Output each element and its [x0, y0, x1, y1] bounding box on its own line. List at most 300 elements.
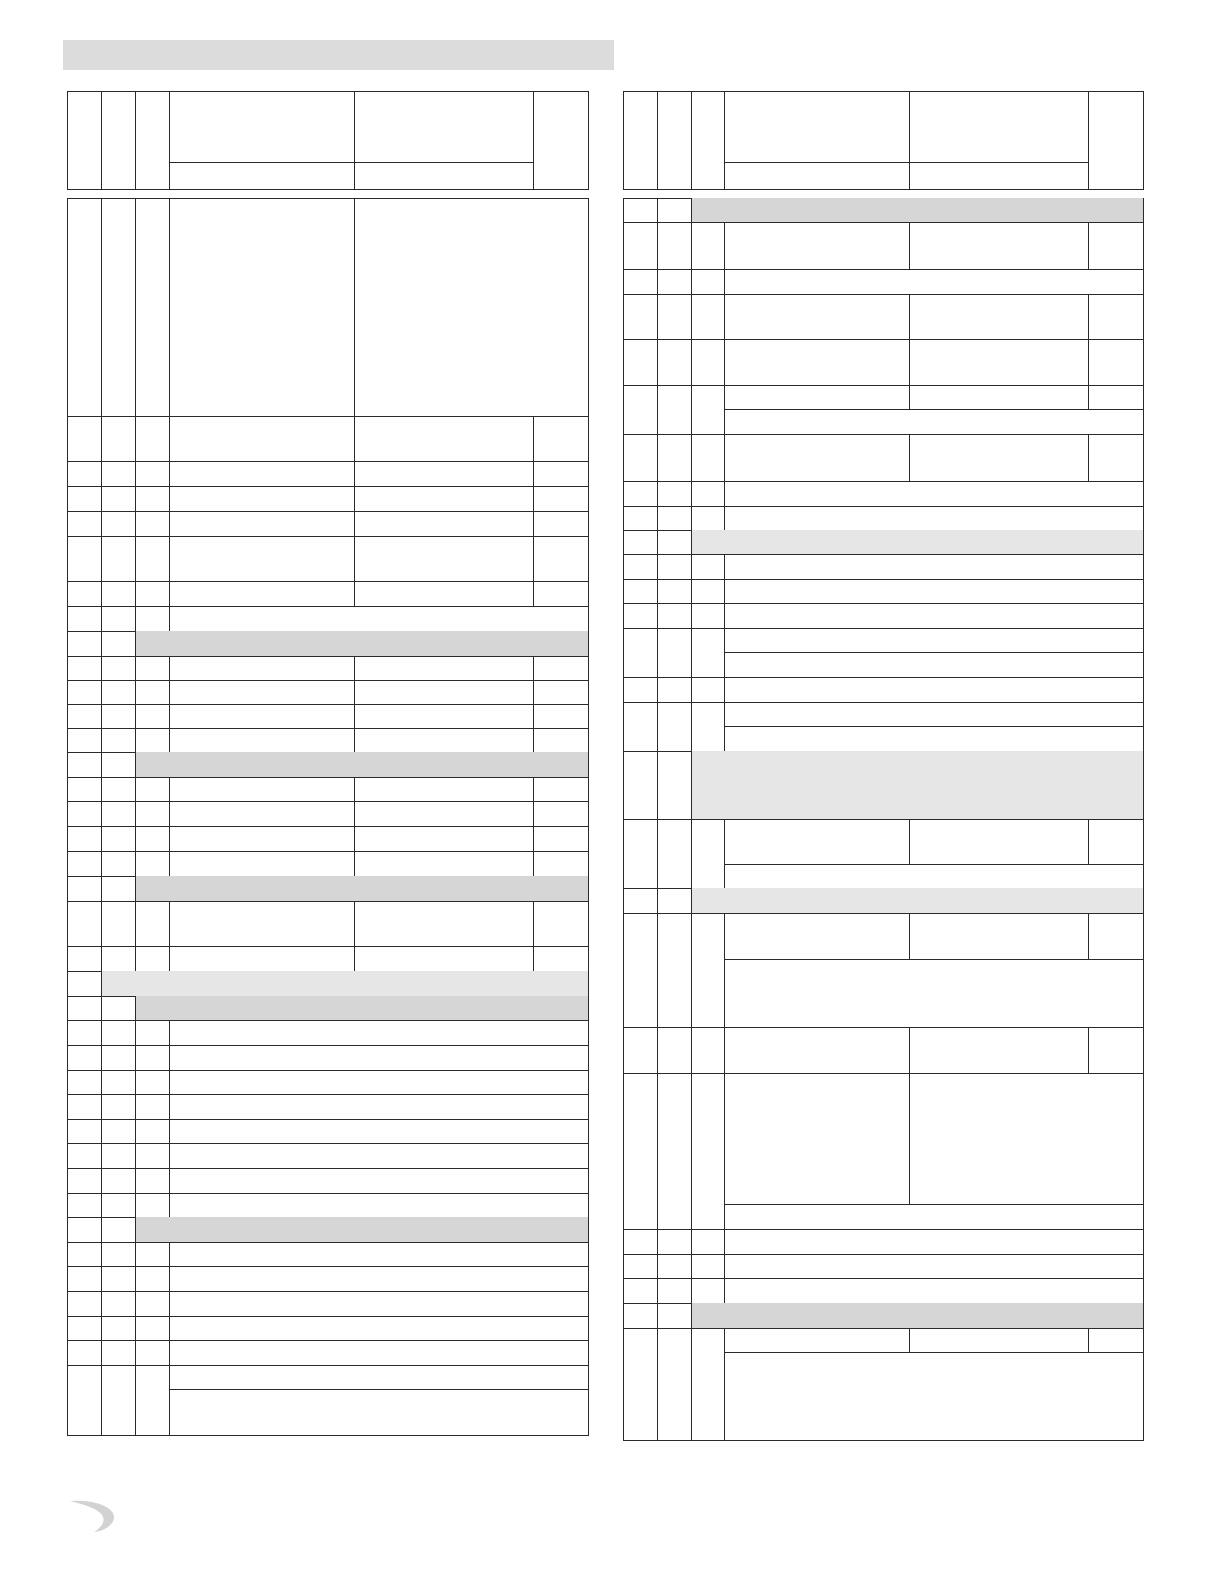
column-line [135, 728, 136, 753]
column-line [135, 1020, 136, 1046]
column-line [691, 530, 692, 555]
sub-row-rule [724, 652, 1144, 653]
column-line [588, 801, 589, 827]
column-line [169, 704, 170, 729]
column-line [135, 1316, 136, 1341]
row-rule [67, 656, 589, 657]
column-line [909, 339, 910, 386]
header-column-line [657, 91, 658, 190]
column-line [67, 901, 68, 947]
column-line [169, 680, 170, 705]
column-line [623, 1278, 624, 1304]
column-line [588, 1094, 589, 1120]
column-line [657, 1254, 658, 1279]
header-column-line [1088, 91, 1089, 190]
column-line [135, 1217, 136, 1243]
column-line [101, 606, 102, 632]
column-line [623, 222, 624, 270]
row-rule [67, 826, 589, 827]
column-line [657, 294, 658, 340]
column-line [724, 294, 725, 340]
header-column-line [909, 91, 910, 190]
column-line [354, 511, 355, 537]
column-line [101, 1143, 102, 1169]
column-line [67, 656, 68, 681]
column-line [588, 777, 589, 802]
row-rule [67, 1070, 589, 1071]
column-line [533, 826, 534, 852]
column-line [169, 946, 170, 972]
column-line [67, 1119, 68, 1144]
column-line [67, 851, 68, 877]
column-line [623, 913, 624, 1028]
sub-row-rule [169, 1389, 589, 1390]
column-line [67, 1020, 68, 1046]
column-line [623, 1254, 624, 1279]
column-line [67, 536, 68, 582]
column-line [623, 702, 624, 752]
header-column-line [67, 91, 68, 190]
row-rule [623, 554, 1144, 555]
column-line [533, 680, 534, 705]
column-line [533, 486, 534, 512]
column-line [101, 631, 102, 657]
section-band [691, 1303, 1143, 1328]
column-line [657, 1328, 658, 1441]
column-line [1143, 819, 1144, 889]
column-line [588, 656, 589, 681]
row-rule [67, 728, 589, 729]
row-rule [67, 777, 589, 778]
column-line [169, 826, 170, 852]
column-line [588, 606, 589, 632]
column-line [67, 1143, 68, 1169]
column-line [1088, 434, 1089, 482]
column-line [67, 777, 68, 802]
column-line [657, 481, 658, 507]
row-rule [623, 481, 1144, 482]
row-rule [67, 801, 589, 802]
column-line [67, 511, 68, 537]
column-line [169, 777, 170, 802]
column-line [588, 536, 589, 582]
column-line [533, 416, 534, 462]
column-line [169, 1094, 170, 1120]
column-line [1143, 751, 1144, 820]
column-line [588, 996, 589, 1021]
column-line [691, 819, 692, 889]
column-line [169, 1291, 170, 1317]
column-line [101, 416, 102, 462]
column-line [135, 1168, 136, 1194]
column-line [67, 1266, 68, 1292]
row-rule [623, 294, 1144, 295]
row-rule [623, 506, 1144, 507]
column-line [909, 1027, 910, 1074]
column-line [691, 506, 692, 531]
column-line [101, 752, 102, 778]
row-rule [67, 1266, 589, 1267]
section-band [135, 996, 588, 1020]
column-line [135, 656, 136, 681]
section-band [135, 876, 588, 901]
column-line [67, 1217, 68, 1243]
column-line [909, 1073, 910, 1205]
column-line [169, 851, 170, 877]
column-line [67, 416, 68, 462]
column-line [101, 1045, 102, 1071]
column-line [1143, 1303, 1144, 1329]
column-line [169, 656, 170, 681]
column-line [1088, 1027, 1089, 1074]
column-line [623, 819, 624, 889]
column-line [1088, 339, 1089, 386]
column-line [533, 581, 534, 607]
column-line [67, 680, 68, 705]
column-line [67, 704, 68, 729]
column-line [623, 269, 624, 295]
column-line [588, 851, 589, 877]
column-line [588, 1070, 589, 1095]
row-rule [67, 851, 589, 852]
column-line [533, 656, 534, 681]
column-line [169, 1119, 170, 1144]
column-line [909, 222, 910, 270]
header-column-line [135, 91, 136, 190]
column-line [1143, 481, 1144, 507]
column-line [354, 680, 355, 705]
column-line [588, 461, 589, 487]
column-line [588, 416, 589, 462]
column-line [724, 1328, 725, 1441]
column-line [1143, 294, 1144, 340]
column-line [724, 913, 725, 1028]
row-rule [67, 461, 589, 462]
column-line [135, 1119, 136, 1144]
column-line [691, 1328, 692, 1441]
swoosh-logo-icon [68, 1497, 116, 1533]
column-line [135, 606, 136, 632]
row-rule [623, 628, 1144, 629]
row-rule [623, 1328, 1144, 1329]
column-line [67, 971, 68, 997]
column-line [1143, 1328, 1144, 1441]
column-line [169, 728, 170, 753]
column-line [1088, 819, 1089, 865]
column-line [101, 1119, 102, 1144]
column-line [101, 1020, 102, 1046]
header-column-line [724, 91, 725, 190]
column-line [354, 416, 355, 462]
column-line [67, 1242, 68, 1267]
column-line [691, 339, 692, 386]
column-line [101, 996, 102, 1021]
column-line [724, 434, 725, 482]
column-line [691, 222, 692, 270]
column-line [657, 1229, 658, 1255]
column-line [101, 536, 102, 582]
column-line [588, 1193, 589, 1218]
column-line [588, 1316, 589, 1341]
column-line [169, 1242, 170, 1267]
column-line [657, 677, 658, 703]
column-line [67, 1365, 68, 1436]
column-line [354, 656, 355, 681]
column-line [135, 851, 136, 877]
column-line [101, 511, 102, 537]
column-line [67, 606, 68, 632]
row-rule [67, 606, 589, 607]
column-line [354, 901, 355, 947]
column-line [101, 851, 102, 877]
column-line [533, 946, 534, 972]
column-line [1143, 530, 1144, 555]
row-rule [623, 385, 1144, 386]
column-line [623, 579, 624, 604]
column-line [533, 536, 534, 582]
column-line [657, 751, 658, 820]
column-line [101, 198, 102, 417]
column-line [588, 1365, 589, 1436]
column-line [1143, 1278, 1144, 1304]
column-line [101, 1070, 102, 1095]
column-line [1143, 603, 1144, 629]
header-bottom-rule [67, 189, 589, 190]
column-line [67, 876, 68, 902]
column-line [657, 702, 658, 752]
column-line [135, 1242, 136, 1267]
row-rule [67, 536, 589, 537]
column-line [101, 1094, 102, 1120]
column-line [67, 198, 68, 417]
column-line [354, 704, 355, 729]
column-line [169, 1045, 170, 1071]
column-line [691, 579, 692, 604]
column-line [657, 1073, 658, 1230]
column-line [623, 1229, 624, 1255]
column-line [691, 1229, 692, 1255]
column-line [101, 876, 102, 902]
column-line [1143, 888, 1144, 914]
column-line [101, 1365, 102, 1436]
column-line [101, 1242, 102, 1267]
column-line [1143, 1073, 1144, 1230]
column-line [169, 1020, 170, 1046]
column-line [657, 198, 658, 223]
column-line [135, 461, 136, 487]
column-line [1143, 913, 1144, 1028]
column-line [724, 819, 725, 889]
column-line [724, 481, 725, 507]
column-line [588, 946, 589, 972]
column-line [588, 1291, 589, 1317]
column-line [135, 1193, 136, 1218]
column-line [101, 1217, 102, 1243]
column-line [533, 461, 534, 487]
column-line [588, 704, 589, 729]
column-line [691, 1278, 692, 1304]
column-line [657, 579, 658, 604]
column-line [657, 628, 658, 678]
column-line [135, 946, 136, 972]
column-line [657, 819, 658, 889]
column-line [623, 434, 624, 482]
column-line [67, 728, 68, 753]
column-line [1143, 579, 1144, 604]
column-line [135, 1094, 136, 1120]
section-band [135, 752, 588, 777]
row-rule [67, 486, 589, 487]
column-line [691, 1027, 692, 1074]
section-title-bar [63, 40, 614, 70]
column-line [623, 677, 624, 703]
row-rule [623, 1027, 1144, 1028]
section-band [691, 198, 1143, 222]
column-line [724, 554, 725, 580]
row-rule [67, 1094, 589, 1095]
column-line [623, 385, 624, 435]
column-line [909, 294, 910, 340]
column-line [169, 536, 170, 582]
column-line [657, 269, 658, 295]
column-line [533, 851, 534, 877]
column-line [354, 536, 355, 582]
column-line [623, 603, 624, 629]
column-line [169, 1316, 170, 1341]
column-line [135, 1340, 136, 1366]
column-line [67, 1168, 68, 1194]
row-rule [67, 1168, 589, 1169]
column-line [67, 461, 68, 487]
sub-row-rule [724, 1352, 1144, 1353]
header-column-line [354, 91, 355, 190]
column-line [623, 198, 624, 223]
column-line [135, 631, 136, 657]
column-line [1088, 294, 1089, 340]
row-rule [67, 1365, 589, 1366]
column-line [67, 1070, 68, 1095]
column-line [1088, 913, 1089, 960]
column-line [909, 1328, 910, 1353]
column-line [101, 826, 102, 852]
column-line [1088, 1328, 1089, 1353]
column-line [101, 1168, 102, 1194]
column-line [1143, 339, 1144, 386]
column-line [67, 1316, 68, 1341]
header-column-line [588, 91, 589, 190]
row-rule [67, 704, 589, 705]
column-line [691, 603, 692, 629]
row-rule [67, 1045, 589, 1046]
row-rule [67, 1291, 589, 1292]
column-line [354, 198, 355, 417]
row-rule [623, 913, 1144, 914]
sub-row-rule [724, 726, 1144, 727]
column-line [135, 1291, 136, 1317]
row-rule [623, 702, 1144, 703]
column-line [101, 801, 102, 827]
column-line [691, 481, 692, 507]
section-band [691, 888, 1143, 913]
column-line [135, 1143, 136, 1169]
column-line [67, 581, 68, 607]
column-line [657, 603, 658, 629]
column-line [169, 1070, 170, 1095]
row-rule [67, 1020, 589, 1021]
column-line [691, 554, 692, 580]
column-line [588, 876, 589, 902]
column-line [135, 680, 136, 705]
column-line [101, 680, 102, 705]
column-line [101, 946, 102, 972]
column-line [588, 901, 589, 947]
column-line [533, 901, 534, 947]
sub-row-rule [724, 864, 1144, 865]
column-line [909, 385, 910, 410]
column-line [533, 511, 534, 537]
row-rule [67, 581, 589, 582]
column-line [588, 486, 589, 512]
row-rule [67, 511, 589, 512]
column-line [354, 826, 355, 852]
column-line [623, 506, 624, 531]
column-line [1143, 554, 1144, 580]
column-line [588, 1119, 589, 1144]
column-line [588, 826, 589, 852]
column-line [67, 1291, 68, 1317]
column-line [691, 913, 692, 1028]
column-line [135, 416, 136, 462]
column-line [169, 1340, 170, 1366]
column-line [67, 631, 68, 657]
column-line [588, 581, 589, 607]
column-line [354, 486, 355, 512]
column-line [101, 461, 102, 487]
column-line [588, 1217, 589, 1243]
column-line [623, 294, 624, 340]
column-line [588, 1266, 589, 1292]
column-line [67, 1045, 68, 1071]
column-line [657, 1303, 658, 1329]
row-rule [67, 1316, 589, 1317]
column-line [101, 656, 102, 681]
row-rule [623, 1254, 1144, 1255]
row-rule [623, 222, 1144, 223]
column-line [588, 631, 589, 657]
column-line [354, 728, 355, 753]
column-line [67, 826, 68, 852]
sub-row-rule [724, 1204, 1144, 1205]
column-line [135, 996, 136, 1021]
column-line [724, 677, 725, 703]
column-line [169, 606, 170, 632]
column-line [691, 888, 692, 914]
column-line [691, 385, 692, 435]
column-line [1088, 385, 1089, 410]
column-line [691, 294, 692, 340]
column-line [623, 1303, 624, 1329]
column-line [724, 579, 725, 604]
row-rule [67, 1435, 589, 1436]
column-line [657, 913, 658, 1028]
column-line [67, 486, 68, 512]
column-line [588, 511, 589, 537]
row-rule [623, 579, 1144, 580]
column-line [135, 901, 136, 947]
column-line [1143, 434, 1144, 482]
column-line [1143, 269, 1144, 295]
table-top-rule [623, 91, 1144, 92]
